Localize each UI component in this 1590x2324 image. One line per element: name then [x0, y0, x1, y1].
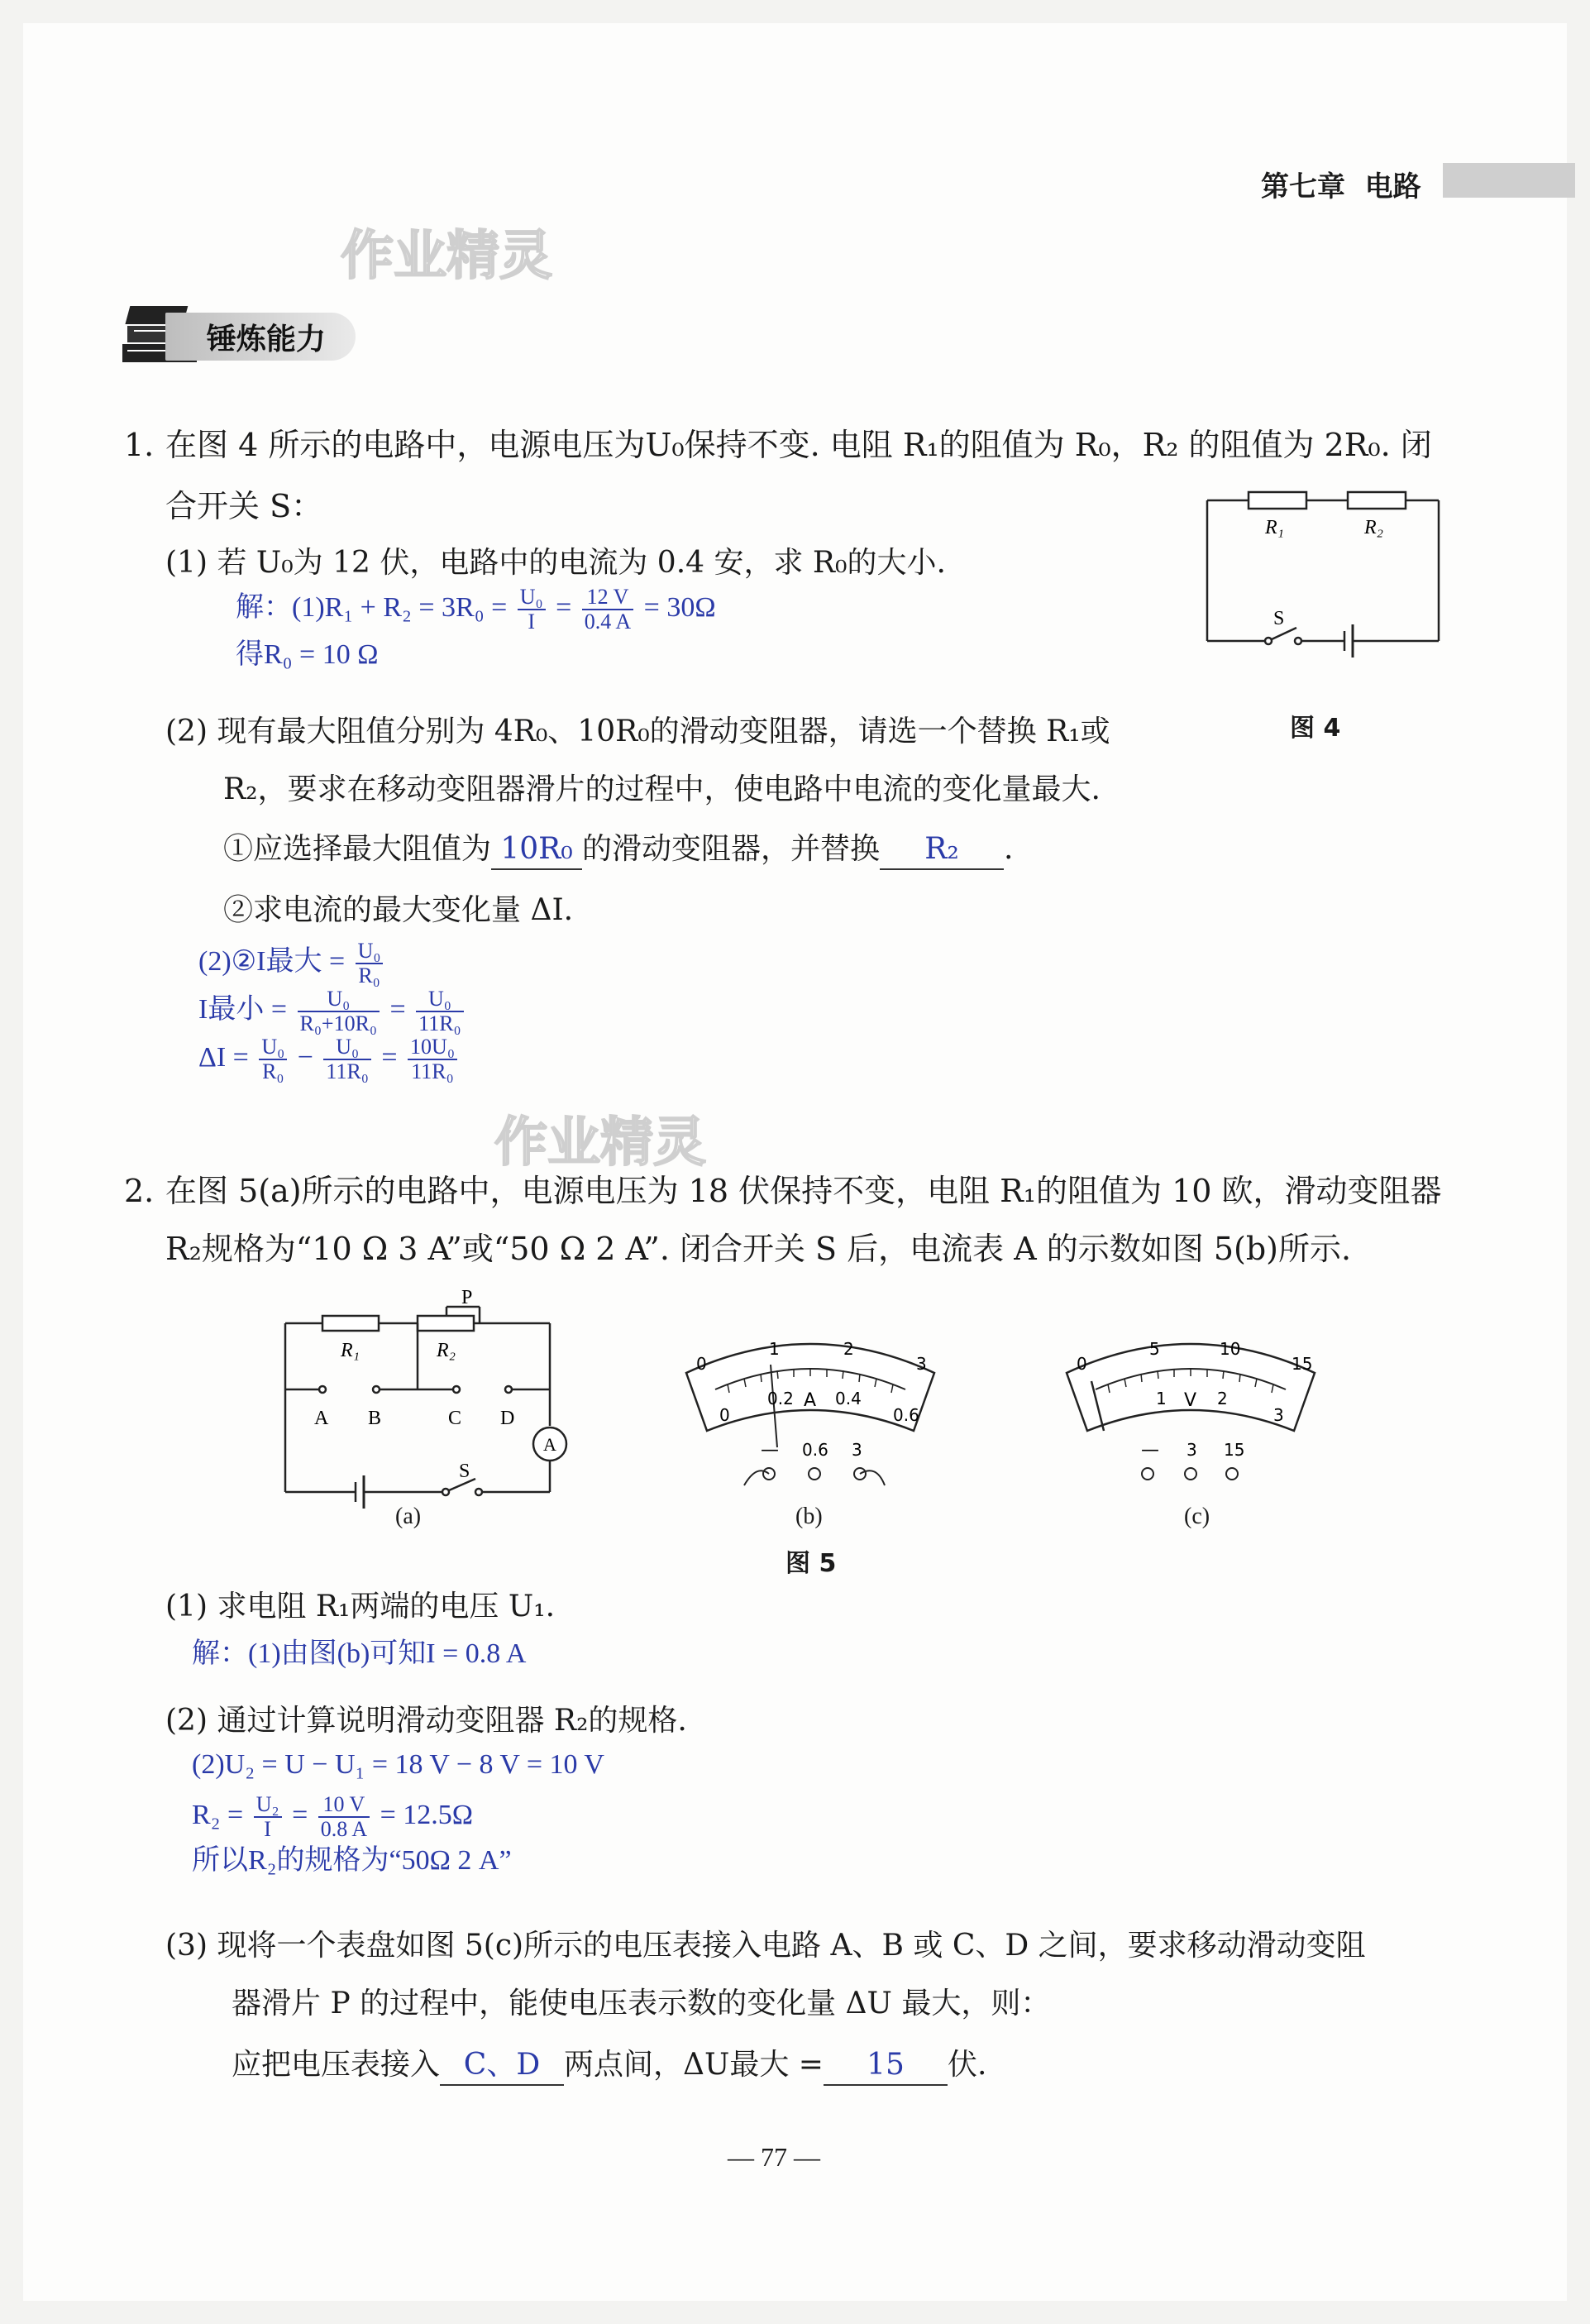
- q2-number: 2.: [124, 1173, 155, 1209]
- fig5b-term-3: 3: [852, 1440, 862, 1460]
- q1-part2-line1: (2) 现有最大阻值分别为 4R₀、10R₀的滑动变阻器，请选一个替换 R₁或: [165, 715, 1110, 748]
- fig5c-top-0: 0: [1077, 1354, 1087, 1374]
- watermark: 作业精灵: [494, 1112, 706, 1174]
- q2-part3-line2: 器滑片 P 的过程中，能使电压表示数的变化量 ΔU 最大，则：: [232, 1987, 1051, 2020]
- fig5a-c-label: C: [448, 1408, 462, 1429]
- fig4-r1-label: R₁: [1265, 517, 1285, 538]
- fig5c-term-3: 3: [1187, 1440, 1197, 1460]
- fig5b-term-neg: —: [761, 1440, 779, 1461]
- q1-answer2-line2: I最小 = $\frac{\text{U₀}}{\text{R₀+10R₀}}$ = $\frac{\text{U₀}}{\text{11R₀}}$: [198, 987, 467, 1035]
- fig5a-d-label: D: [500, 1408, 515, 1429]
- fig5a-b-label: B: [368, 1408, 382, 1429]
- figure-5a-circuit: [273, 1290, 579, 1530]
- fig5c-bot-2: 2: [1217, 1389, 1228, 1408]
- q2-stem-line1: 在图 5(a)所示的电路中，电源电压为 18 伏保持不变，电阻 R₁的阻值为 10 欧，滑动变阻器: [165, 1173, 1442, 1209]
- q1-stem-line1: 在图 4 所示的电路中，电源电压为U₀保持不变. 电阻 R₁的阻值为 R₀，R₂ 的阻值为 2R₀. 闭: [165, 427, 1432, 463]
- fig5b-bot-1: 0.2: [767, 1389, 794, 1408]
- q1-part2b: ②求电流的最大变化量 ΔI.: [223, 893, 574, 927]
- fig5c-unit: V: [1184, 1390, 1197, 1411]
- fig5b-term-06: 0.6: [802, 1440, 828, 1460]
- q1-part1: (1) 若 U₀为 12 伏，电路中的电流为 0.4 安，求 R₀的大小.: [165, 546, 946, 580]
- q2-answer2-line3: 所以R₂的规格为“50Ω 2 A”: [192, 1845, 512, 1876]
- fig5c-top-15: 15: [1292, 1354, 1313, 1374]
- fig5b-top-3: 3: [916, 1354, 927, 1374]
- q1-answer1-line2: 得R₀ = 10 Ω: [236, 639, 379, 670]
- figure-5b-caption: (b): [795, 1504, 823, 1529]
- q2-answer2-line1: (2)U₂ = U − U₁ = 18 V − 8 V = 10 V: [192, 1749, 604, 1780]
- q2-answer1: 解：(1)由图(b)可知I = 0.8 A: [192, 1638, 527, 1669]
- fig5a-ammeter-label: A: [543, 1434, 556, 1455]
- figure-5a-caption: (a): [395, 1504, 422, 1529]
- fig5a-r1-label: R₁: [341, 1340, 360, 1361]
- fig5a-p-label: P: [461, 1290, 473, 1308]
- blank-voltmeter-points[interactable]: C、D: [440, 2046, 564, 2086]
- fig5b-top-2: 2: [843, 1339, 854, 1359]
- q1-number: 1.: [124, 427, 155, 463]
- section-title: 锤炼能力: [207, 323, 327, 356]
- fig5a-r2-label: R₂: [437, 1340, 456, 1361]
- fig4-s-label: S: [1273, 608, 1285, 629]
- fig5b-bot-3: 0.6: [893, 1405, 919, 1425]
- fig5c-term-neg: —: [1141, 1440, 1159, 1461]
- q1-part2-line2: R₂，要求在移动变阻器滑片的过程中，使电路中电流的变化量最大.: [223, 772, 1101, 806]
- blank-delta-u-max[interactable]: 15: [824, 2046, 948, 2086]
- q2-answer2-line2: R₂ = $\frac{\text{U₂}}{I}$ = $\frac{10 V}{0.8 A}$ = 12.5Ω: [192, 1792, 474, 1841]
- watermark: 作业精灵: [341, 226, 552, 287]
- q1-answer1: 解：(1)R₁ + R₂ = 3R₀ = $\frac{\text{U₀}}{I}$ = $\frac{12 V}{0.4 A}$ = 30Ω: [236, 585, 716, 634]
- fig5c-bot-3: 3: [1273, 1405, 1284, 1425]
- q1-answer2-line3: ΔI = $\frac{\text{U₀}}{\text{R₀}}$ − $\frac{\text{U₀}}{\text{11R₀}}$ = $\frac{\text{10U₀}}{\text{11R₀}}$: [198, 1035, 461, 1083]
- blank-resistor-value[interactable]: 10R₀: [491, 830, 582, 870]
- fig5c-top-5: 5: [1149, 1339, 1160, 1359]
- blank-replaced-resistor[interactable]: R₂: [880, 830, 1004, 870]
- fig5c-term-15: 15: [1224, 1440, 1245, 1460]
- q2-part3-answer-line: 应把电压表接入 C、D 两点间，ΔU最大 = 15 伏.: [232, 2046, 986, 2086]
- figure-5b-ammeter: [678, 1323, 943, 1489]
- figure-5-caption: 图 5: [785, 1549, 837, 1578]
- q2-stem-line2: R₂规格为“10 Ω 3 A”或“50 Ω 2 A”. 闭合开关 S 后，电流表 A 的示数如图 5(b)所示.: [165, 1231, 1352, 1267]
- q1-answer2-line1: (2)②I最大 = $\frac{\text{U₀}}{\text{R₀}}$: [198, 940, 386, 987]
- fig5c-top-10: 10: [1220, 1339, 1241, 1359]
- q2-part2: (2) 通过计算说明滑动变阻器 R₂的规格.: [165, 1704, 687, 1738]
- figure-5c-voltmeter: [1058, 1323, 1323, 1489]
- section-badge: [116, 298, 364, 367]
- fig5b-bot-2: 0.4: [835, 1389, 862, 1408]
- fig5b-bot-0: 0: [719, 1405, 730, 1425]
- fig5b-top-1: 1: [769, 1339, 780, 1359]
- header-bar: [1443, 163, 1575, 198]
- figure-4-caption: 图 4: [1290, 714, 1341, 743]
- fig5a-a-label: A: [314, 1408, 329, 1429]
- chapter-header: 第七章 电路: [1261, 170, 1421, 203]
- fig4-r2-label: R₂: [1364, 517, 1384, 538]
- page-number: — 77 —: [728, 2142, 820, 2172]
- figure-5c-caption: (c): [1184, 1504, 1210, 1529]
- fig5b-top-0: 0: [696, 1354, 707, 1374]
- q1-part2a: ①应选择最大阻值为 10R₀ 的滑动变阻器，并替换 R₂ .: [223, 830, 1013, 870]
- fig5c-bot-1: 1: [1156, 1389, 1167, 1408]
- q2-part3-line1: (3) 现将一个表盘如图 5(c)所示的电压表接入电路 A、B 或 C、D 之间，要求移动滑动变阻: [165, 1929, 1366, 1963]
- q2-part1: (1) 求电阻 R₁两端的电压 U₁.: [165, 1590, 556, 1623]
- figure-4-circuit: [1199, 476, 1463, 658]
- fig5b-unit: A: [804, 1390, 817, 1411]
- fig5a-s-label: S: [459, 1461, 470, 1482]
- q1-stem-line2: 合开关 S：: [165, 488, 323, 524]
